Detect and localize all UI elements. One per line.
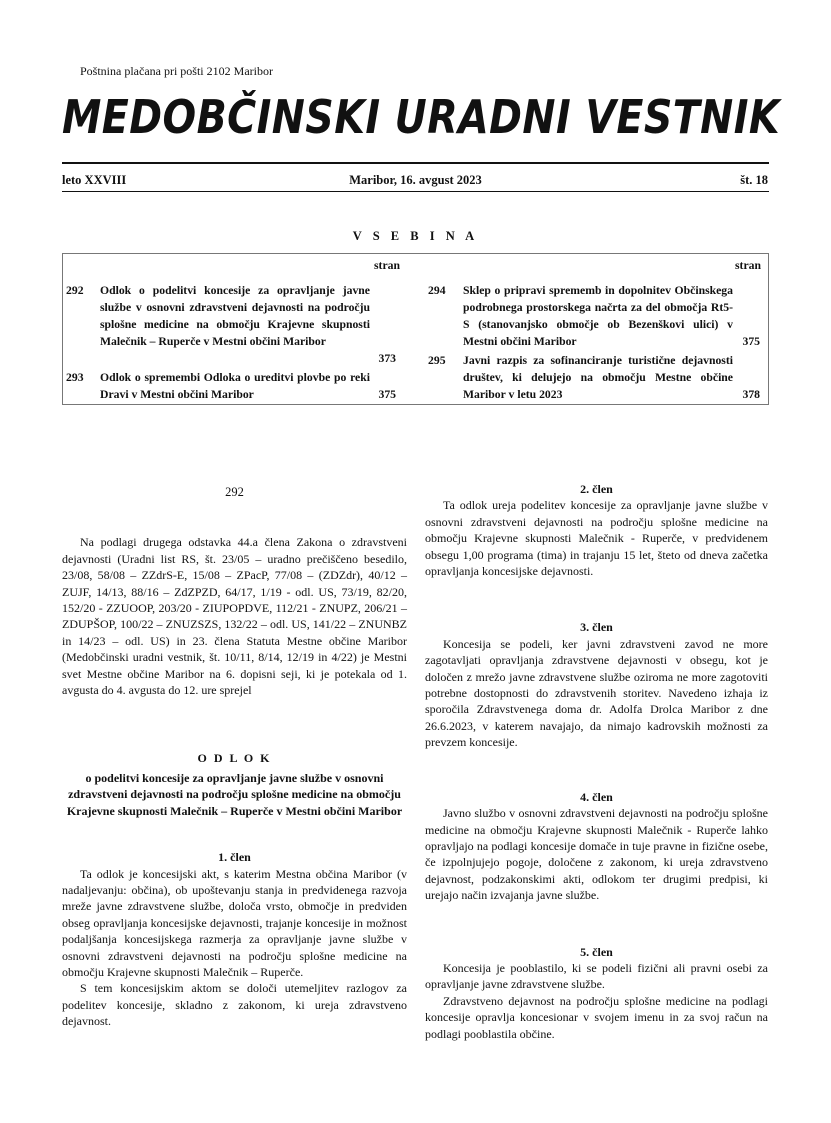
- article-4-heading: 4. člen: [580, 789, 613, 804]
- toc-entry[interactable]: [428, 352, 761, 404]
- masthead-title: MEDOBČINSKI URADNI VESTNIK: [62, 90, 780, 144]
- toc-entry[interactable]: [66, 369, 396, 405]
- issue-number: št. 18: [740, 173, 768, 187]
- toc-entry-title: Odlok o spremembi Odloka o ureditvi plovbe po reki Dravi v Mestni občini Maribor: [100, 371, 370, 401]
- toc-entry-number: 293: [66, 371, 84, 384]
- toc-page-label-right: stran: [735, 259, 761, 272]
- left-column: [62, 484, 407, 1030]
- document-number: 292: [225, 485, 244, 499]
- preamble-paragraph: Na podlagi drugega odstavka 44.a člena Zakona o zdravstveni dejavnosti (Uradni list RS, št. 23/05 – uradno prečiščeno besedilo, 23/08, 58/08 – ZZdrS-E, 15/08 – ZPacP, 77/08 – (ZDZdr), 40/12 – ZUJF, 14/13, 88/16 – ZdZPZD, 64/17, 1/19 - odl. US, 73/19, 82/20, 152/20 - ZZUOOP, 203/20 - ZIUPOPDVE, 112/21 - ZNUPZ, 206/21 – ZDUPŠOP, 100/22 – ZNUZSZS, 132/22 – odl. US, 141/22 – ZNUNBZ in 14/23 – odl. US) in 23. člena Statuta Mestne občine Maribor (Medobčinski uradni vestnik, št. 10/11, 8/14, 12/19 in 4/22) je Mestni svet Mestne občine Maribor na 6. dopisni seji, ki je potekala od 1. avgusta do 4. avgusta do 12. ure sprejel: [62, 535, 407, 698]
- toc-entry[interactable]: [66, 282, 396, 372]
- article-2-paragraph: Ta odlok ureja podelitev koncesije za opravljanje javne službe v osnovni zdravstveni dejavnosti na področju splošne medicine na območju Krajevne skupnosti Malečnik - Ruperče, v predvidenem obsegu 1,00 programa (tima) in trajanju 15 let, šteto od dneva začetka opravljanja koncesijske dejavnosti.: [425, 498, 768, 579]
- toc-entry-title: Javni razpis za sofinanciranje turistične dejavnosti društev, ki delujejo na območju Mestne občine Maribor v letu 2023: [463, 354, 733, 401]
- article-3-heading: 3. člen: [580, 620, 613, 635]
- header-rule-bottom: [62, 191, 769, 192]
- toc-entry-number: 295: [428, 354, 446, 367]
- toc-entry-title: Sklep o pripravi sprememb in dopolnitev Občinskega podrobnega prostorskega načrta za del območja Rt5-S (stanovanjsko območje ob Bezenškovi ulici) v Mestni občini Maribor: [463, 284, 733, 348]
- article-5-heading: 5. člen: [580, 944, 613, 959]
- odlok-title: o podelitvi koncesije za opravljanje javne službe v osnovni zdravstveni dejavnosti na področju splošne medicine na območju Krajevne skupnosti Malečnik – Ruperče v Mestni občini Maribor: [66, 770, 403, 818]
- article-5-paragraph: Koncesija je pooblastilo, ki se podeli fizični ali pravni osebi za opravljanje javne zdravstvene službe.: [425, 960, 768, 992]
- article-2-heading: 2. člen: [580, 482, 613, 496]
- table-of-contents: [62, 253, 769, 405]
- toc-entry-number: 292: [66, 284, 84, 297]
- toc-page-label-left: stran: [374, 259, 400, 272]
- article-1-heading: 1. člen: [218, 850, 251, 865]
- toc-entry-page: 373: [378, 352, 396, 365]
- toc-heading: V S E B I N A: [352, 229, 479, 243]
- odlok-heading: O D L O K: [197, 751, 272, 766]
- article-5-paragraph: Zdravstveno dejavnost na področju splošne medicine na podlagi koncesije opravlja koncesionar v svojem imenu in za svoj račun na podlagi pooblastila občine.: [425, 993, 768, 1041]
- volume-label: leto XXVIII: [62, 173, 127, 187]
- right-column: [425, 481, 768, 1042]
- article-4-paragraph: Javno službo v osnovni zdravstveni dejavnosti na področju splošne medicine na območju Krajevne skupnosti Malečnik - Ruperče lahko opravljajo na podlagi koncesije domače in tuje pravne in fizične osebe, če izpolnjujejo pogoje, določene z zakonom, ki ureja zdravstveno dejavnost, podzakonskimi akti, odlokom ter drugimi predpisi, ki urejajo način izvajanja javne službe.: [425, 806, 768, 903]
- article-1-paragraph: Ta odlok je koncesijski akt, s katerim Mestna občina Maribor (v nadaljevanju: občina), ob upoštevanju stanja in predvidenega razvoja mreže javne zdravstvene službe, določa vrsto, območje in predviden obseg opravljanja koncesijske dejavnosti, trajanje koncesije in možnost podaljšanja koncesijskega razmerja za opravljanje javne službe v osnovni zdravstveni dejavnosti na področju splošne medicine na območju Krajevne skupnosti Malečnik – Ruperče.: [62, 866, 407, 979]
- toc-entry-page: 375: [742, 335, 760, 348]
- issue-date: Maribor, 16. avgust 2023: [349, 173, 482, 187]
- toc-entry-number: 294: [428, 284, 446, 297]
- article-3-paragraph: Koncesija se podeli, ker javni zdravstveni zavod ne more zagotavljati opravljanja zdravstvene dejavnosti v obsegu, kot je določen z mrežo javne zdravstvene službe oziroma ne more zagotoviti potrebne dostopnosti do zdravstvenih storitev. Navedeno izhaja iz sporočila Zdravstvenega doma dr. Adolfa Drolca Maribor z dne 26.6.2023, v katerem navajajo, da nimajo kadrovskih možnosti za prevzem koncesije.: [425, 636, 768, 750]
- toc-entry-page: 378: [742, 388, 760, 401]
- postage-note: Poštnina plačana pri pošti 2102 Maribor: [80, 64, 273, 78]
- toc-entry[interactable]: [428, 282, 761, 352]
- article-1-paragraph: S tem koncesijskim aktom se določi utemeljitev razlogov za podelitev koncesije, skladno z zakonom, ki ureja zdravstveno dejavnost.: [62, 981, 407, 1029]
- toc-entry-page: 375: [378, 388, 396, 401]
- toc-entry-title: Odlok o podelitvi koncesije za opravljanje javne službe v osnovni zdravstveni dejavnosti na področju splošne medicine na območju Krajevne skupnosti Malečnik – Ruperče v Mestni občini Maribor: [100, 284, 370, 348]
- header-rule-top: [62, 162, 769, 164]
